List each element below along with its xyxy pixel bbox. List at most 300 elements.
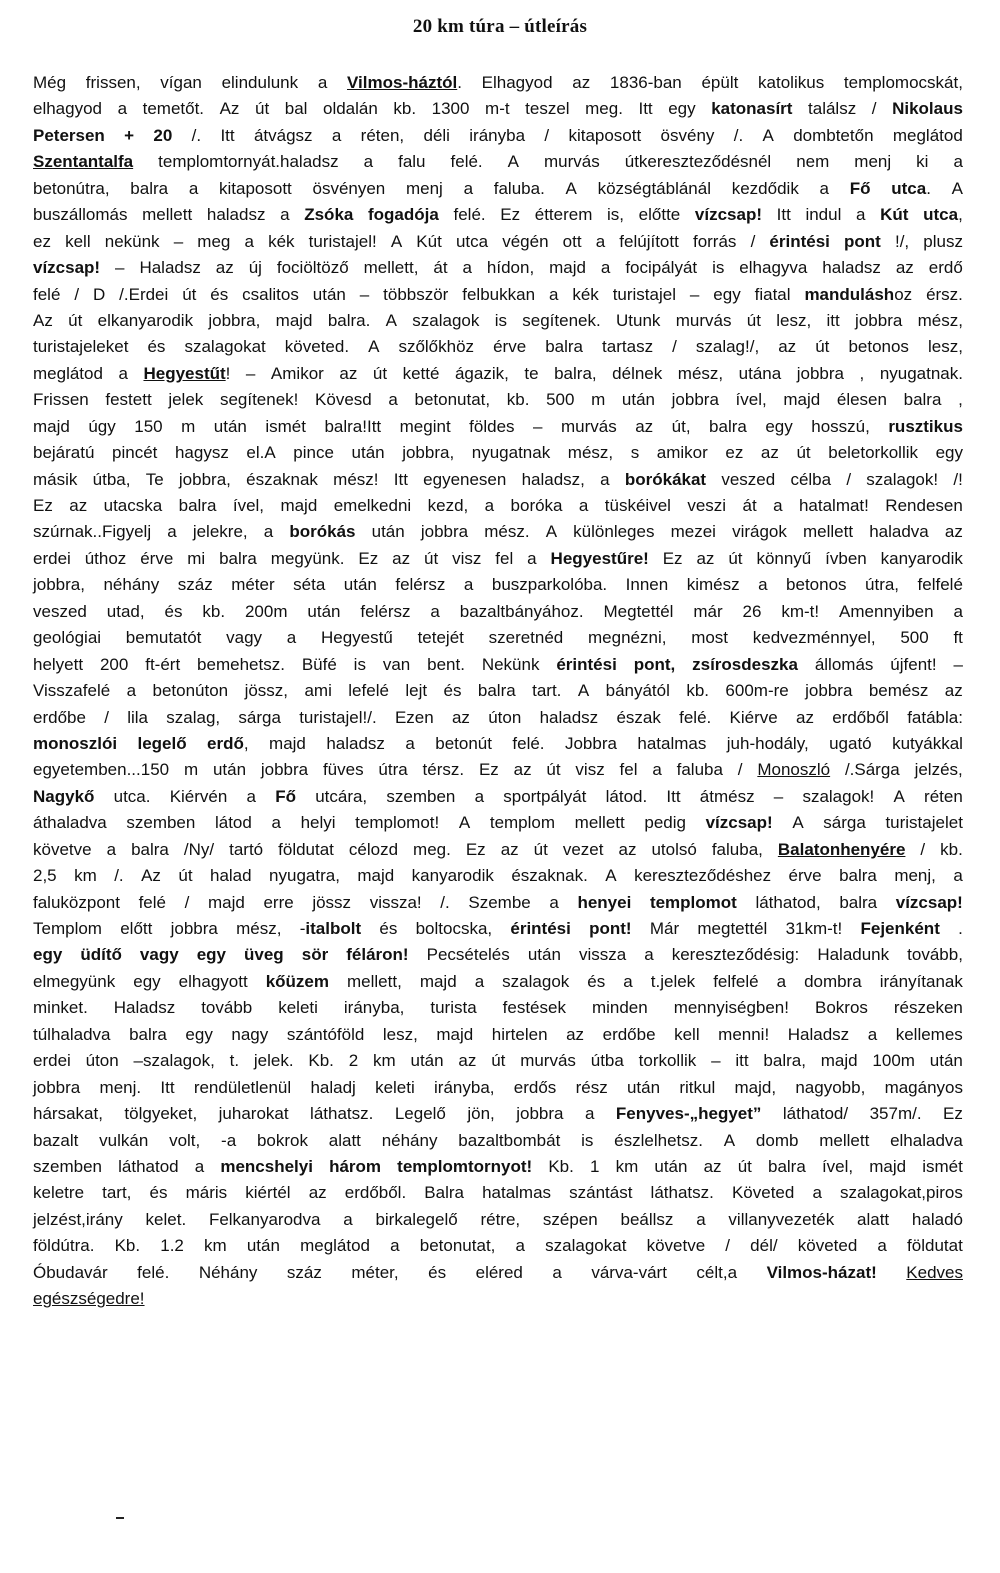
text-word: az <box>69 496 88 515</box>
text-word: hosszú, <box>811 416 870 436</box>
text-word: után <box>212 760 247 780</box>
text-word: útra, <box>865 575 900 595</box>
text-word: rendületlenül <box>193 1077 292 1097</box>
text-word: túlhaladva <box>33 1024 111 1044</box>
text-word: bokrok <box>256 1130 308 1150</box>
text-word: követve <box>646 1236 706 1256</box>
text-word: 200m <box>244 601 288 621</box>
text-word: – <box>359 284 370 304</box>
text-word: fatábla: <box>907 707 963 727</box>
text-line <box>33 202 963 228</box>
text-word: Ez <box>662 548 683 568</box>
text-word: temetőt. <box>142 99 205 119</box>
text-word: a <box>246 786 256 806</box>
text-word: földutat <box>907 1236 963 1256</box>
text-word: után <box>246 1236 280 1256</box>
text-word: kezd, <box>427 496 469 515</box>
text-word: úton <box>85 1051 119 1071</box>
text-word: / <box>725 1236 731 1256</box>
text-word: Kút <box>416 231 442 251</box>
stray-mark <box>116 1517 124 1519</box>
text-word: felé. <box>512 733 545 753</box>
text-word: sör <box>301 945 329 965</box>
text-word: útkereszteződésnél <box>624 152 772 172</box>
text-word: jobbra <box>33 1077 81 1097</box>
text-word: szántást <box>569 1183 633 1203</box>
text-word: mencshelyi <box>220 1156 313 1176</box>
text-word: visz <box>452 548 482 568</box>
text-word: fel <box>619 760 638 780</box>
text-word: lesz, <box>927 337 963 357</box>
text-word: látod <box>214 813 252 833</box>
text-word: buszállomás <box>33 205 128 225</box>
text-word: jobbra, <box>402 443 455 463</box>
text-word: bemehetsz. <box>197 654 285 674</box>
text-word: majd <box>33 416 70 436</box>
text-word: km <box>204 1236 227 1256</box>
text-word: + <box>124 125 135 145</box>
text-word: juh-hodály, <box>726 733 809 753</box>
text-word: nem <box>796 152 830 172</box>
text-word: az <box>308 1183 327 1203</box>
text-word: elmegyünk <box>33 971 116 991</box>
text-word: volt, <box>169 1130 201 1150</box>
text-word: a <box>463 178 474 198</box>
text-word: új <box>248 258 262 278</box>
text-word: tüskéivel <box>604 496 671 515</box>
text-word: földutat <box>278 839 334 859</box>
text-line <box>33 440 963 466</box>
text-word: turistajel! <box>308 231 377 251</box>
text-word: Zsóka <box>304 205 354 225</box>
text-word: egy <box>133 971 161 991</box>
text-word: úthoz <box>84 548 127 568</box>
text-word: út <box>491 1051 506 1071</box>
text-word: néhány <box>381 1130 438 1150</box>
text-word: mandulásh <box>804 284 895 304</box>
text-word: vagy <box>139 945 179 965</box>
text-word: meg. <box>585 99 623 119</box>
text-word: murvás <box>560 416 617 436</box>
text-word: Kövesd <box>315 390 372 410</box>
text-word <box>347 70 462 96</box>
text-word: irányba, <box>434 1077 495 1097</box>
text-word: borókás <box>289 522 356 542</box>
text-word: is <box>712 258 725 278</box>
text-word: Haladsz <box>787 1024 850 1044</box>
text-word: Fenyves-„hegyet” <box>615 1104 762 1124</box>
text-word: balra <box>768 1156 806 1176</box>
text-word: megnézni, <box>588 628 667 648</box>
text-line <box>33 863 963 889</box>
text-word: A <box>507 152 519 172</box>
text-word: kanyarodik <box>411 866 494 886</box>
text-word: a <box>363 152 374 172</box>
text-word: A <box>723 1130 736 1150</box>
text-word: jobbra <box>516 1104 564 1124</box>
text-word: ott <box>562 231 582 251</box>
text-word: buszparkolóba. <box>491 575 608 595</box>
text-word: Nekünk <box>481 654 540 674</box>
text-word: ki <box>916 152 929 172</box>
text-word: minket. <box>33 998 88 1018</box>
text-word: másik <box>33 469 78 489</box>
text-word: bazaltbombát <box>458 1130 561 1150</box>
text-word: /. <box>733 125 744 145</box>
text-word: a <box>856 205 866 225</box>
text-word: jobbra <box>170 919 218 938</box>
text-word: t. <box>229 1051 240 1071</box>
text-word: faluba. <box>493 178 545 198</box>
text-word: Haladsz <box>139 258 201 278</box>
text-word: / <box>920 839 926 859</box>
text-word: A <box>792 813 804 833</box>
text-word <box>143 361 230 387</box>
text-word: Visszafelé <box>33 681 111 701</box>
text-line <box>33 546 963 572</box>
text-word: segítenek. <box>522 310 601 330</box>
text-word: át <box>433 258 448 278</box>
text-word: tetejét <box>417 628 464 648</box>
text-word: utolsó <box>651 839 697 859</box>
text-word: felé. <box>453 205 486 225</box>
text-word: vagy <box>226 628 263 648</box>
text-word: a <box>188 178 199 198</box>
text-word: szemben <box>33 1156 102 1176</box>
text-word: elhagyva <box>739 258 808 278</box>
text-word: vezet <box>562 839 604 859</box>
text-word: Óbudavár <box>33 1262 108 1282</box>
text-word: jobbra <box>420 522 469 542</box>
text-word: templom <box>489 813 556 833</box>
text-word: pedig <box>644 813 686 833</box>
text-word: balra <box>178 496 217 515</box>
text-word: Vilmos-háztól <box>347 73 458 92</box>
text-word: után <box>307 601 341 621</box>
text-word: kell <box>65 231 91 251</box>
text-word: bemész <box>868 681 929 701</box>
text-word: vízcsap! <box>694 205 762 225</box>
text-word: pont! <box>589 919 632 938</box>
text-word: Ez <box>33 496 53 515</box>
text-word: nekünk <box>104 231 160 251</box>
text-line <box>33 387 963 413</box>
text-word: lila <box>127 707 148 727</box>
text-word: kb. <box>686 681 709 701</box>
text-word: ami <box>304 681 332 701</box>
text-word: földes <box>469 416 515 436</box>
text-word: torkollik <box>638 1051 697 1071</box>
text-word: km <box>373 1051 396 1071</box>
text-word: tovább, <box>907 945 963 965</box>
text-word: felfelé <box>917 575 963 595</box>
text-word: út <box>178 866 193 886</box>
text-word: /. <box>440 892 450 912</box>
text-word: vízcsap! <box>33 258 101 278</box>
text-word: Az <box>141 866 161 886</box>
text-word: étterem <box>534 205 593 225</box>
text-word: fociöltöző <box>276 258 349 278</box>
text-word: /Ny/ <box>183 839 215 859</box>
text-word: a <box>405 733 415 753</box>
text-word: kiértél <box>245 1183 291 1203</box>
text-word: dombra <box>804 971 862 991</box>
text-word: Kút <box>880 205 909 225</box>
text-word: községtáblánál <box>597 178 711 198</box>
text-word <box>207 731 249 757</box>
text-word: /.Erdei <box>119 284 169 304</box>
text-word: láthatsz. <box>650 1183 714 1203</box>
text-word: bal <box>284 99 308 119</box>
text-word: 1300 <box>431 99 470 119</box>
text-line <box>33 361 963 387</box>
text-word: majd <box>269 733 306 753</box>
text-word: átmész <box>699 786 755 806</box>
text-word: a <box>244 231 254 251</box>
text-word: balra!Itt <box>324 416 382 436</box>
text-word: elhagyott <box>178 971 248 991</box>
text-word: mellett <box>142 205 193 225</box>
text-word: Még <box>33 73 67 92</box>
text-word: Felkanyarodva <box>208 1209 321 1229</box>
text-word: jobbra <box>805 681 853 701</box>
text-word: jobbra, <box>33 575 85 595</box>
text-word: láthatod <box>118 1156 179 1176</box>
text-word: a <box>776 971 787 991</box>
text-word: turistajel <box>612 284 676 304</box>
text-word: a <box>317 73 328 92</box>
text-word: betonos <box>848 337 909 357</box>
text-word: a <box>515 1236 525 1256</box>
text-word: jelzés, <box>914 760 963 780</box>
text-word: km <box>615 1156 639 1176</box>
text-word: a <box>595 231 606 251</box>
text-word: jobbra, <box>208 310 261 330</box>
text-line <box>33 652 963 678</box>
text-word: az <box>944 522 963 542</box>
text-word: Vilmos-házat! <box>766 1262 877 1282</box>
text-word: tartó <box>229 839 264 859</box>
text-word: kellemes <box>895 1024 963 1044</box>
text-line <box>33 810 963 836</box>
text-word: a <box>117 99 128 119</box>
text-word: után <box>654 1156 688 1176</box>
text-word: hatalmas <box>482 1183 552 1203</box>
text-word: a <box>388 390 398 410</box>
text-word: erdőbe <box>33 707 86 727</box>
text-word: turista <box>430 998 477 1018</box>
text-word: vissza! <box>369 892 422 912</box>
text-word: itt <box>735 1051 749 1071</box>
text-word: a <box>194 1156 205 1176</box>
text-word: keletre <box>33 1183 85 1203</box>
text-word: a <box>696 1209 706 1229</box>
text-word: faluba <box>676 760 723 780</box>
text-word: kék <box>268 231 295 251</box>
text-word: Pecsételés <box>426 945 510 965</box>
text-line <box>33 519 963 545</box>
text-word: tölgyeket, <box>124 1104 198 1124</box>
text-word: ismét <box>265 416 306 436</box>
text-line <box>33 1048 963 1074</box>
text-word: / <box>846 469 852 489</box>
text-word: célozd <box>348 839 399 859</box>
text-word: utána <box>738 363 782 383</box>
text-word: majd <box>436 1024 474 1044</box>
text-word: geológiai <box>33 628 102 648</box>
text-word: érve <box>493 337 527 357</box>
text-word: észak <box>616 707 661 727</box>
text-word: mész, <box>236 919 282 938</box>
text-word: szőlőkhöz <box>398 337 475 357</box>
text-word: egészségedre! <box>33 1289 145 1309</box>
text-word: után <box>929 1051 963 1071</box>
text-word: és <box>379 919 398 938</box>
text-word: Fő <box>275 786 296 806</box>
text-word: utca. <box>113 786 151 806</box>
text-word: templomot! <box>355 813 440 833</box>
text-word: felérsz <box>395 575 446 595</box>
text-word: a <box>286 628 297 648</box>
text-word: után <box>626 1077 661 1097</box>
text-word: boróka <box>510 496 563 515</box>
text-word: pont <box>844 231 881 251</box>
text-line <box>33 942 963 968</box>
text-word: minden <box>591 998 648 1018</box>
text-word: irányba <box>469 125 526 145</box>
text-word: érve <box>140 548 174 568</box>
text-word: Az <box>219 99 240 119</box>
text-word: - <box>299 919 306 938</box>
text-word: a <box>812 1183 822 1203</box>
text-word <box>804 282 912 308</box>
text-word: réten <box>924 786 963 806</box>
text-word: bent. <box>427 654 465 674</box>
text-line <box>33 334 963 360</box>
text-word: kb. <box>393 99 417 119</box>
text-word: henyei <box>577 892 632 912</box>
text-word: utca <box>455 231 489 251</box>
text-word: kezdődik <box>731 178 799 198</box>
text-word: többször <box>383 284 449 304</box>
text-word: féláron! <box>346 945 409 965</box>
text-word: követed <box>797 1236 858 1256</box>
text-word: az <box>458 1051 477 1071</box>
text-word: – <box>711 1051 721 1071</box>
text-word: mész. <box>484 522 530 542</box>
text-word: 200 <box>99 654 129 674</box>
text-word: egy <box>935 443 963 463</box>
text-word: Balra <box>424 1183 464 1203</box>
text-word: ez <box>725 443 744 463</box>
text-word: Frissen <box>33 390 89 410</box>
text-word: Büfé <box>301 654 337 674</box>
text-word: mellett <box>819 1130 870 1150</box>
text-word: magányos <box>884 1077 963 1097</box>
text-word: kb. <box>940 839 963 859</box>
text-word: mennyiségben! <box>673 998 789 1018</box>
text-word: ft <box>953 628 963 648</box>
text-word: mellett, <box>347 971 402 991</box>
text-word: láthatsz. <box>310 1104 374 1124</box>
text-word: turistajelet <box>885 813 963 833</box>
text-word: hársakat, <box>33 1104 103 1124</box>
text-word: turistajel!/. <box>299 707 377 727</box>
text-word: . <box>457 73 462 92</box>
text-word: A <box>368 337 380 357</box>
text-word: Kiérve <box>729 707 778 727</box>
text-word: érve <box>788 866 822 886</box>
text-word: út <box>728 548 743 568</box>
text-word: Templom <box>33 919 102 938</box>
text-word: ismét <box>922 1156 963 1176</box>
text-word: Bokros <box>814 998 868 1018</box>
text-word: követve <box>33 839 92 859</box>
text-word: kereszteződéshez <box>634 866 772 886</box>
text-word: a <box>877 1236 887 1256</box>
text-word: ! <box>225 363 231 383</box>
text-word: Hegyestű <box>321 628 393 648</box>
text-word: vízcsap! <box>895 892 963 912</box>
text-word: zsírosdeszka <box>692 654 798 674</box>
text-word: és <box>587 971 606 991</box>
text-word: meglátod <box>300 1236 371 1256</box>
text-word: részeken <box>893 998 963 1018</box>
text-word: a <box>953 866 963 886</box>
text-word: -a <box>221 1130 237 1150</box>
text-line <box>33 625 963 651</box>
text-line <box>33 731 963 757</box>
text-word: sportpályát <box>503 786 587 806</box>
text-word: mellett <box>574 813 625 833</box>
text-word: szántóföld <box>286 1024 365 1044</box>
text-word: ft-ért <box>145 654 181 674</box>
text-word: út <box>533 839 548 859</box>
text-word: mezei <box>670 522 716 542</box>
text-word: mi <box>187 548 206 568</box>
text-word: 1 <box>589 1156 600 1176</box>
text-word: indul <box>805 205 842 225</box>
text-word: egy <box>33 945 63 965</box>
text-word: , <box>958 205 963 225</box>
text-word: /. <box>191 125 202 145</box>
text-word: erre <box>263 892 294 912</box>
text-word: D <box>92 284 106 304</box>
text-word: a <box>167 522 177 542</box>
text-line <box>33 1101 963 1127</box>
text-word: mellett, <box>363 258 419 278</box>
text-word: jelek. <box>253 1051 294 1071</box>
text-word: réten, <box>360 125 405 145</box>
text-word: elhaladva <box>890 1130 963 1150</box>
text-word: Nikolaus <box>892 99 963 119</box>
text-word: Ez <box>465 839 486 859</box>
text-word: A <box>545 522 558 542</box>
text-word: Itt <box>666 786 681 806</box>
text-word: szalagokat <box>545 1236 627 1256</box>
text-line <box>33 282 963 308</box>
text-word: útba, <box>92 469 131 489</box>
text-word: nagyobb, <box>795 1077 866 1097</box>
text-word: pont, <box>633 654 676 674</box>
text-word: jobbra <box>796 363 845 383</box>
text-word: elkanyarodik <box>97 310 194 330</box>
text-word: 20 <box>153 125 173 145</box>
text-line <box>33 1233 963 1259</box>
text-word: helyi <box>300 813 336 833</box>
text-word: tart, <box>102 1183 132 1203</box>
text-word: a <box>758 575 768 595</box>
